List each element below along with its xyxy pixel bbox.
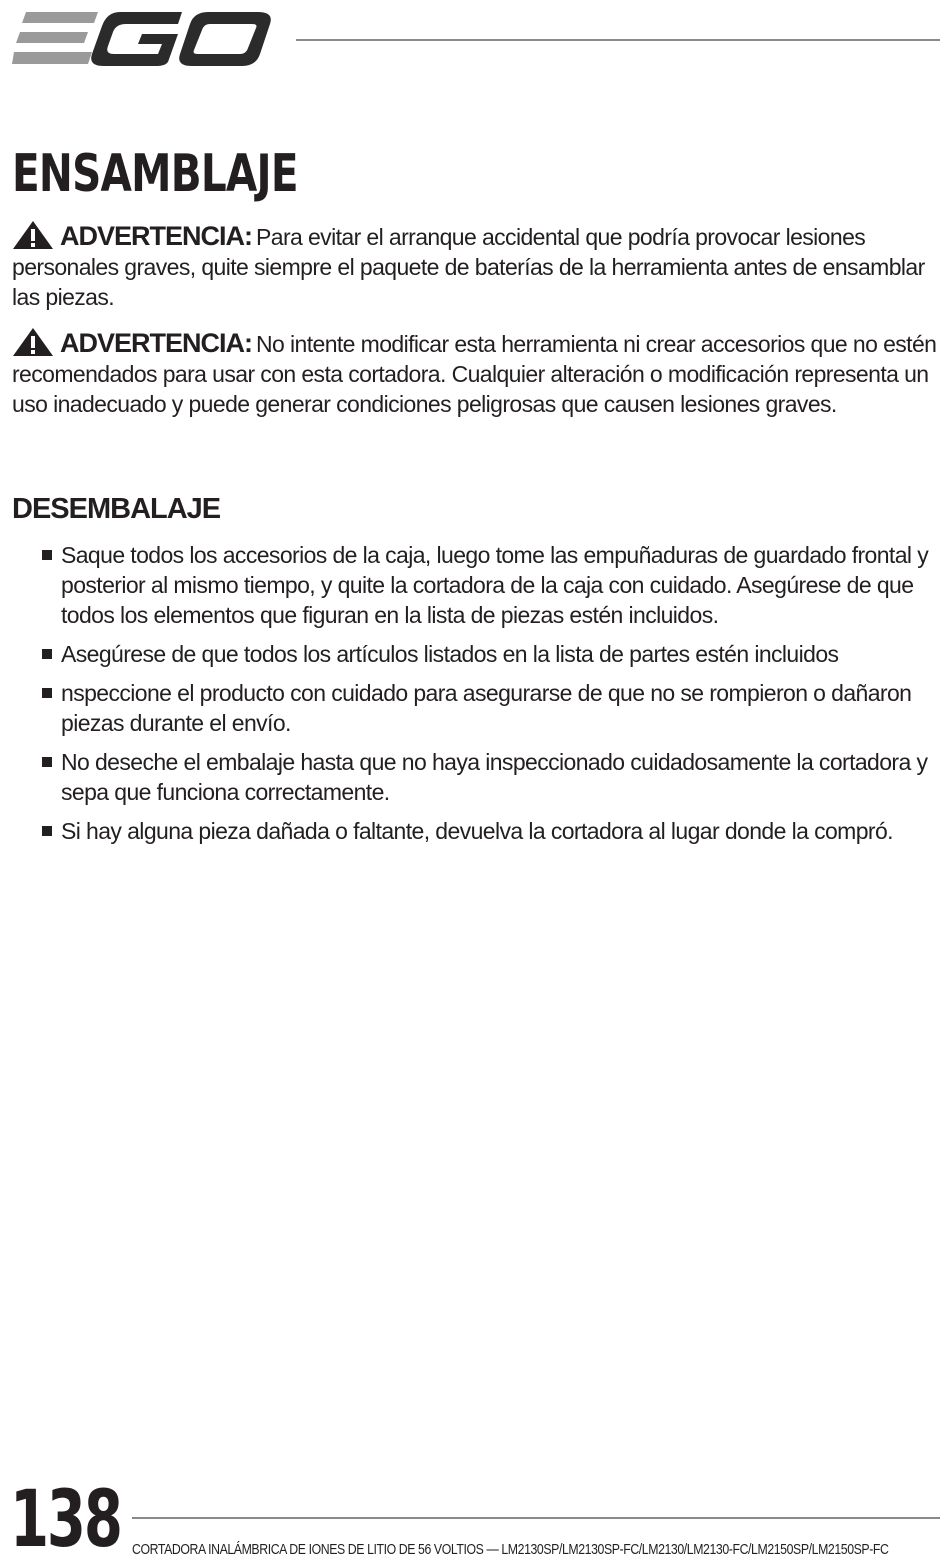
- list-item: [40, 816, 930, 846]
- square-bullet-icon: [42, 649, 52, 659]
- footer-divider: [132, 1517, 940, 1519]
- list-item-text: nspeccione el producto con cuidado para asegurarse de que no se rompieron o dañaron piezas durante el envío.: [61, 680, 912, 736]
- list-item: [40, 678, 930, 738]
- list-item-text: No deseche el embalaje hasta que no haya inspeccionado cuidadosamente la cortadora y sepa que funciona correctamente.: [61, 749, 928, 805]
- warning-paragraph: [12, 220, 938, 312]
- header-divider: [296, 39, 940, 41]
- warning-triangle-icon: [12, 220, 54, 250]
- square-bullet-icon: [42, 550, 52, 560]
- page-number: 138: [10, 1475, 121, 1565]
- square-bullet-icon: [42, 688, 52, 698]
- list-item-text: Si hay alguna pieza dañada o faltante, devuelva la cortadora al lugar donde la compró.: [61, 818, 893, 844]
- list-item: [40, 540, 930, 630]
- warning-text: Para evitar el arranque accidental que podría provocar lesiones personales graves, quite siempre el paquete de baterías de la herramienta antes de ensamblar las piezas.: [12, 224, 925, 310]
- warning-paragraph: [12, 327, 938, 419]
- list-item-text: Saque todos los accesorios de la caja, luego tome las empuñaduras de guardado frontal y posterior al mismo tiempo, y quite la cortadora de la caja con cuidado. Asegúrese de que todos los elementos que figuran en la lista de piezas estén incluidos.: [61, 542, 929, 628]
- section-title: ENSAMBLAJE: [12, 144, 298, 204]
- warning-text: No intente modificar esta herramienta ni crear accesorios que no estén recomendados para usar con esta cortadora. Cualquier alteración o modificación representa un uso inadecuado y puede generar condiciones peligrosas que causen lesiones graves.: [12, 331, 937, 417]
- square-bullet-icon: [42, 826, 52, 836]
- ego-brand-logo: [12, 10, 272, 70]
- warning-label: ADVERTENCIA:: [60, 328, 253, 358]
- unpacking-title: DESEMBALAJE: [12, 493, 221, 525]
- warning-label: ADVERTENCIA:: [60, 221, 253, 251]
- footer-product-text: CORTADORA INALÁMBRICA DE IONES DE LITIO DE 56 VOLTIOS — LM2130SP/LM2130SP-FC/LM2130/LM2130-FC/LM2150SP/LM2150SP-FC: [132, 1541, 889, 1558]
- list-item: [40, 639, 930, 669]
- square-bullet-icon: [42, 757, 52, 767]
- unpacking-list: [40, 540, 930, 855]
- list-item: [40, 747, 930, 807]
- page-header: [0, 0, 950, 80]
- list-item-text: Asegúrese de que todos los artículos listados en la lista de partes estén incluidos: [61, 641, 839, 667]
- warning-triangle-icon: [12, 327, 54, 357]
